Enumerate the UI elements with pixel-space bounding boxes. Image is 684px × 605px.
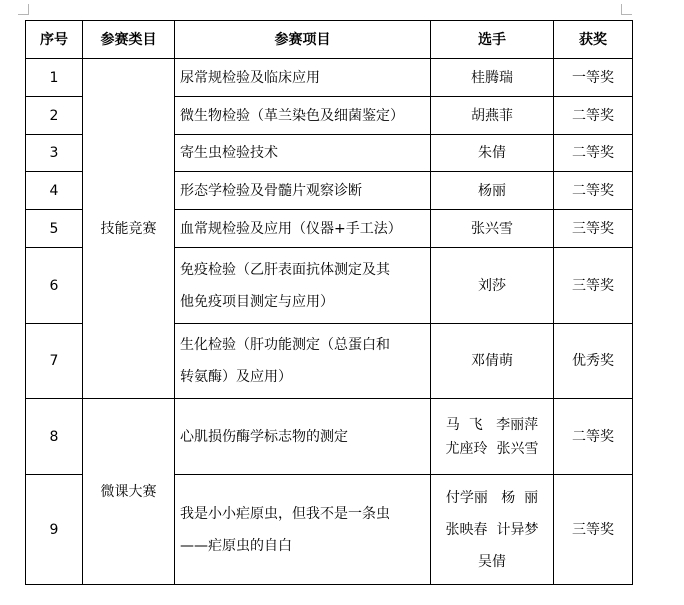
row-number: 3 (26, 135, 83, 172)
contest-item-line: 微生物检验（革兰染色及细菌鉴定） (180, 107, 404, 124)
contest-item (175, 97, 431, 135)
header-category: 参赛类目 (83, 21, 175, 59)
contest-item (175, 324, 431, 399)
header-no: 序号 (26, 21, 83, 59)
contest-item-line: 他免疫项目测定与应用） (180, 293, 334, 310)
player-line: 张映春 计异梦 (445, 521, 539, 538)
contest-item-line: 形态学检验及骨髓片观察诊断 (180, 182, 362, 199)
contest-item-line: 心肌损伤酶学标志物的测定 (180, 428, 348, 445)
player-name (431, 135, 554, 172)
player-line: 朱倩 (478, 145, 506, 161)
header-row (26, 21, 633, 59)
award-level: 二等奖 (554, 135, 633, 172)
page-corner-mark-right (621, 4, 632, 15)
award-level: 二等奖 (554, 399, 633, 475)
player-name (431, 324, 554, 399)
player-name (431, 97, 554, 135)
awards-table (25, 20, 633, 585)
player-line: 张兴雪 (471, 220, 513, 237)
table-row (26, 59, 633, 97)
contest-item-line: 生化检验（肝功能测定（总蛋白和 (180, 337, 390, 353)
award-level: 二等奖 (554, 172, 633, 210)
contest-item-line: 血常规检验及应用（仪器+手工法） (180, 220, 402, 237)
player-name (431, 248, 554, 324)
player-names (431, 399, 554, 475)
player-name (431, 172, 554, 210)
player-line: 马 飞 李丽萍 (445, 416, 539, 433)
category-micro: 微课大赛 (83, 399, 175, 585)
contest-item (175, 172, 431, 210)
row-number: 9 (26, 475, 83, 585)
row-number: 7 (26, 324, 83, 399)
player-line: 胡燕菲 (471, 107, 513, 124)
contest-item-line: 我是小小疟原虫，但我不是一条虫 (180, 505, 390, 522)
player-line: 尤座玲 张兴雪 (445, 440, 539, 457)
contest-item (175, 135, 431, 172)
award-level: 二等奖 (554, 97, 633, 135)
contest-item (175, 248, 431, 324)
player-name (431, 59, 554, 97)
award-level: 三等奖 (554, 248, 633, 324)
contest-item-line: 免疫检验（乙肝表面抗体测定及其 (180, 261, 390, 278)
contest-item (175, 59, 431, 97)
row-number: 5 (26, 210, 83, 248)
award-level: 三等奖 (554, 475, 633, 585)
header-award: 获奖 (554, 21, 633, 59)
player-line: 吴倩 (478, 553, 506, 570)
row-number: 1 (26, 59, 83, 97)
header-item: 参赛项目 (175, 21, 431, 59)
contest-item-line: 转氨酶）及应用） (180, 369, 292, 385)
player-line: 邓倩萌 (471, 353, 513, 369)
award-level: 一等奖 (554, 59, 633, 97)
contest-item-line: ——疟原虫的自白 (180, 537, 292, 554)
category-skills: 技能竞赛 (83, 59, 175, 399)
player-line: 桂腾瑞 (471, 69, 513, 86)
award-level: 三等奖 (554, 210, 633, 248)
player-names (431, 475, 554, 585)
row-number: 6 (26, 248, 83, 324)
header-player: 选手 (431, 21, 554, 59)
row-number: 2 (26, 97, 83, 135)
row-number: 8 (26, 399, 83, 475)
player-line: 付学丽 杨 丽 (445, 489, 539, 506)
contest-item-line: 尿常规检验及临床应用 (180, 69, 320, 86)
award-level: 优秀奖 (554, 324, 633, 399)
page-corner-mark-left (18, 4, 29, 15)
player-line: 刘莎 (478, 277, 506, 294)
row-number: 4 (26, 172, 83, 210)
player-name (431, 210, 554, 248)
contest-item (175, 210, 431, 248)
contest-item (175, 399, 431, 475)
table-row (26, 399, 633, 475)
contest-item (175, 475, 431, 585)
contest-item-line: 寄生虫检验技术 (180, 145, 278, 161)
player-line: 杨丽 (478, 182, 506, 199)
